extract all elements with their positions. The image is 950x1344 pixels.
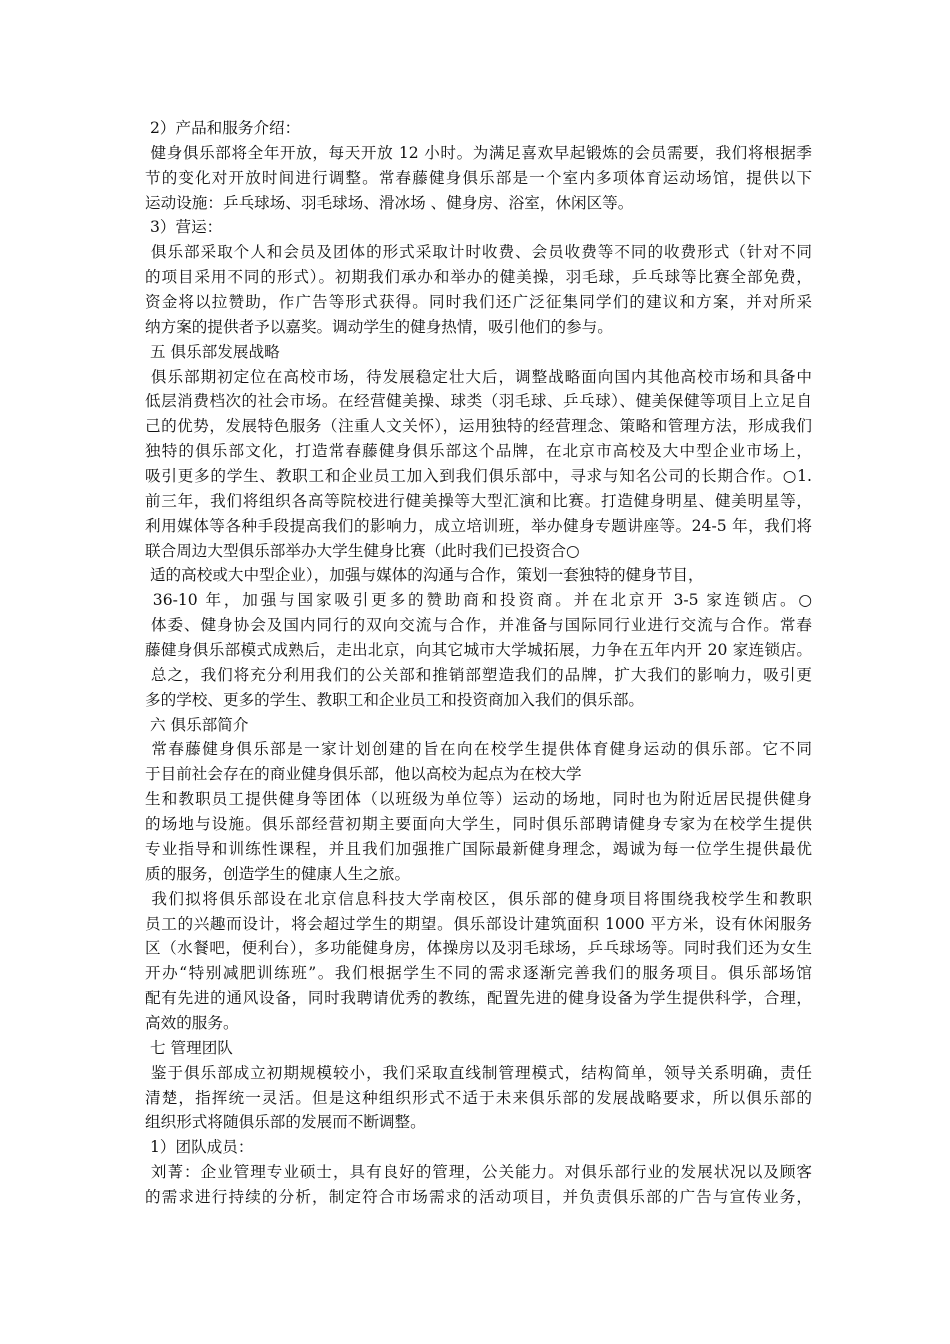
text-line: 节的变化对开放时间进行调整。常春藤健身俱乐部是一个室内多项体育运动场馆，提供以下 [145, 168, 812, 187]
text-line: 低层消费档次的社会市场。在经营健美操、球类（羽毛球、乒乓球）、健美保健等项目上立足自 [145, 392, 812, 411]
text-line: 己的优势，发展特色服务（注重人文关怀），运用独特的经营理念、策略和管理方法，形成我们 [145, 417, 812, 436]
text-line: 藤健身俱乐部模式成熟后，走出北京，向其它城市大学城拓展，力争在五年内开 20 家连锁店。 [145, 641, 812, 660]
text-line: 七 管理团队 [145, 1038, 233, 1057]
text-line: 俱乐部采取个人和会员及团体的形式采取计时收费、会员收费等不同的收费形式（针对不同 [145, 243, 812, 262]
text-line: 专业指导和训练性课程，并且我们加强推广国际最新健身理念，竭诚为每一位学生提供最优 [145, 839, 812, 858]
document-page [145, 116, 812, 1210]
text-line: 生和教职员工提供健身等团体（以班级为单位等）运动的场地，同时也为附近居民提供健身 [145, 790, 812, 809]
text-line: 前三年，我们将组织各高等院校进行健美操等大型汇演和比赛。打造健身明星、健美明星等， [145, 491, 812, 510]
text-line: 员工的兴趣而设计，将会超过学生的期望。俱乐部设计建筑面积 1000 平方米，设有休闲服务 [145, 914, 812, 933]
text-line: 多的学校、更多的学生、教职工和企业员工和投资商加入我们的俱乐部。 [145, 690, 645, 709]
text-line: 配有先进的通风设备，同时我聘请优秀的教练，配置先进的健身设备为学生提供科学，合理， [145, 989, 812, 1008]
text-line: 2）产品和服务介绍： [145, 119, 301, 137]
text-line: 质的服务，创造学生的健康人生之旅。 [145, 864, 411, 883]
text-line: 区（水餐吧，便利台），多功能健身房，体操房以及羽毛球场，乒乓球场等。同时我们还为女生 [145, 939, 812, 958]
text-line: 组织形式将随俱乐部的发展而不断调整。 [145, 1113, 426, 1132]
text-line: 俱乐部期初定位在高校市场，待发展稳定壮大后，调整战略面向国内其他高校市场和具备中 [145, 367, 812, 386]
text-line: 开办“特别减肥训练班”。我们根据学生不同的需求逐渐完善我们的服务项目。俱乐部场馆 [145, 964, 812, 983]
text-line: 清楚，指挥统一灵活。但是这种组织形式不适于未来俱乐部的发展战略要求，所以俱乐部的 [145, 1088, 812, 1107]
text-line: 鉴于俱乐部成立初期规模较小，我们采取直线制管理模式，结构简单，领导关系明确，责任 [145, 1063, 812, 1082]
text-line: 联合周边大型俱乐部举办大学生健身比赛（此时我们已投资合○ [145, 541, 580, 560]
text-line: 体委、健身协会及国内同行的双向交流与合作，并准备与国际同行业进行交流与合作。常春 [145, 616, 812, 635]
text-line: 高效的服务。 [145, 1013, 239, 1032]
text-line: 纳方案的提供者予以嘉奖。调动学生的健身热情，吸引他们的参与。 [145, 317, 613, 336]
text-line: 于目前社会存在的商业健身俱乐部，他以高校为起点为在校大学 [145, 765, 582, 784]
text-line: 适的高校或大中型企业），加强与媒体的沟通与合作，策划一套独特的健身节目， [145, 566, 704, 585]
text-line: 吸引更多的学生、教职工和企业员工加入到我们俱乐部中，寻求与知名公司的长期合作。○1. [145, 467, 812, 486]
text-line: 1）团队成员： [145, 1138, 254, 1157]
text-line: 常春藤健身俱乐部是一家计划创建的旨在向在校学生提供体育健身运动的俱乐部。它不同 [145, 740, 812, 759]
text-line: 的需求进行持续的分析，制定符合市场需求的活动项目，并负责俱乐部的广告与宣传业务， [145, 1187, 812, 1206]
text-line: 五 俱乐部发展战略 [145, 342, 280, 361]
text-line: 的项目采用不同的形式）。初期我们承办和举办的健美操，羽毛球，乒乓球等比赛全部免费， [145, 268, 812, 287]
text-line: 总之，我们将充分利用我们的公关部和推销部塑造我们的品牌，扩大我们的影响力，吸引更 [145, 665, 812, 684]
text-line: 我们拟将俱乐部设在北京信息科技大学南校区，俱乐部的健身项目将围绕我校学生和教职 [145, 889, 812, 908]
text-line: 六 俱乐部简介 [145, 715, 249, 734]
text-line: 36-10 年，加强与国家吸引更多的赞助商和投资商。并在北京开 3-5 家连锁店。○ [145, 591, 812, 610]
text-line: 资金将以拉赞助，作广告等形式获得。同时我们还广泛征集同学们的建议和方案，并对所采 [145, 293, 812, 312]
text-line: 健身俱乐部将全年开放，每天开放 12 小时。为满足喜欢早起锻炼的会员需要，我们将根据季 [145, 143, 812, 162]
text-line: 独特的俱乐部文化，打造常春藤健身俱乐部这个品牌，在北京市高校及大中型企业市场上， [145, 442, 812, 461]
text-line: 的场地与设施。俱乐部经营初期主要面向大学生，同时俱乐部聘请健身专家为在校学生提供 [145, 815, 812, 834]
text-line: 3）营运： [145, 218, 223, 237]
text-line: 运动设施：乒乓球场、羽毛球场、滑冰场 、健身房、浴室，休闲区等。 [145, 193, 634, 212]
text-line: 利用媒体等各种手段提高我们的影响力，成立培训班，举办健身专题讲座等。24-5 年，我们将 [145, 516, 812, 535]
text-line: 刘菁：企业管理专业硕士，具有良好的管理，公关能力。对俱乐部行业的发展状况以及顾客 [145, 1163, 812, 1182]
